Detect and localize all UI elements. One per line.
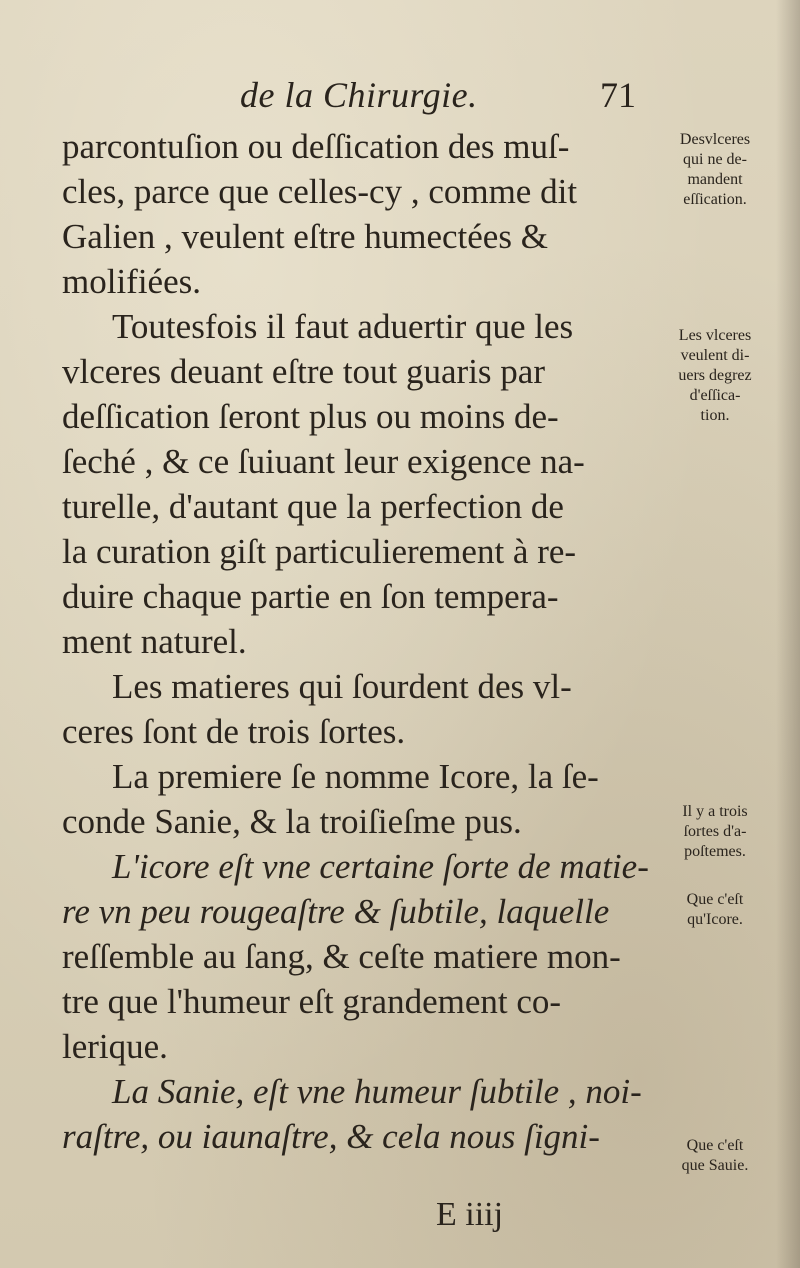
text-line: Les matieres qui ſourdent des vl- bbox=[112, 667, 572, 706]
text-line: reſſemble au ſang, & ceſte matiere mon- bbox=[62, 937, 621, 976]
margin-note bbox=[640, 1136, 790, 1176]
margin-note bbox=[640, 130, 790, 210]
text-line: cles, parce que celles-cy , comme dit bbox=[62, 172, 578, 211]
margin-note-line: Que c'eſt bbox=[686, 891, 744, 908]
text-line: molifiées. bbox=[62, 262, 201, 301]
margin-note-line: qu'Icore. bbox=[687, 911, 743, 928]
text-line: lerique. bbox=[62, 1027, 168, 1066]
text-line: ceres ſont de trois ſortes. bbox=[62, 712, 406, 751]
main-text bbox=[62, 124, 652, 1159]
text-line: ment naturel. bbox=[62, 622, 247, 661]
text-line: vlceres deuant eſtre tout guaris par bbox=[62, 352, 545, 391]
text-line: conde Sanie, & la troiſieſme pus. bbox=[62, 802, 522, 841]
text-line: L'icore eſt vne certaine ſorte de matie- bbox=[112, 847, 649, 886]
text-line: Toutesfois il faut aduertir que les bbox=[112, 307, 574, 346]
margin-note-line: poſtemes. bbox=[684, 843, 746, 860]
text-line: tre que l'humeur eſt grandement co- bbox=[62, 982, 562, 1021]
margin-note-line: Que c'eſt bbox=[686, 1137, 744, 1154]
margin-note-line: Les vlceres bbox=[678, 327, 752, 344]
margin-note-line: eſſication. bbox=[683, 191, 747, 208]
text-line: raſtre, ou iaunaſtre, & cela nous ſigni- bbox=[62, 1117, 600, 1156]
margin-note bbox=[640, 326, 790, 426]
text-line: ſeché , & ce ſuiuant leur exigence na- bbox=[62, 442, 585, 481]
text-line: parcontuſion ou deſſication des muſ- bbox=[62, 127, 570, 166]
margin-note-line: Desvlceres bbox=[679, 131, 751, 148]
running-head bbox=[240, 74, 660, 118]
text-line: deſſication ſeront plus ou moins de- bbox=[62, 397, 559, 436]
margin-note bbox=[640, 802, 790, 862]
margin-note-line: mandent bbox=[687, 171, 743, 188]
margin-note-line: tion. bbox=[700, 407, 730, 424]
text-line: la curation giſt particulierement à re- bbox=[62, 532, 577, 571]
text-line: La premiere ſe nomme Icore, la ſe- bbox=[112, 757, 599, 796]
margin-note bbox=[640, 890, 790, 930]
margin-note-line: ſortes d'a- bbox=[683, 823, 747, 840]
text-line: La Sanie, eſt vne humeur ſubtile , noi- bbox=[112, 1072, 642, 1111]
text-line: re vn peu rougeaſtre & ſubtile, laquelle bbox=[62, 892, 610, 931]
margin-note-line: que Sauie. bbox=[681, 1157, 749, 1174]
page-number: 71 bbox=[600, 75, 636, 115]
margin-note-line: d'eſſica- bbox=[689, 387, 741, 404]
margin-note-line: qui ne de- bbox=[683, 151, 747, 168]
text-line: Galien , veulent eſtre humectées & bbox=[62, 217, 548, 256]
margin-note-line: Il y a trois bbox=[682, 803, 748, 820]
margin-note-line: veulent di- bbox=[680, 347, 750, 364]
text-line: duire chaque partie en ſon tempera- bbox=[62, 577, 559, 616]
margin-note-line: uers degrez bbox=[678, 367, 752, 384]
signature-mark: E iiij bbox=[436, 1196, 504, 1233]
running-title: de la Chirurgie. bbox=[240, 75, 478, 115]
text-line: turelle, d'autant que la perfection de bbox=[62, 487, 564, 526]
